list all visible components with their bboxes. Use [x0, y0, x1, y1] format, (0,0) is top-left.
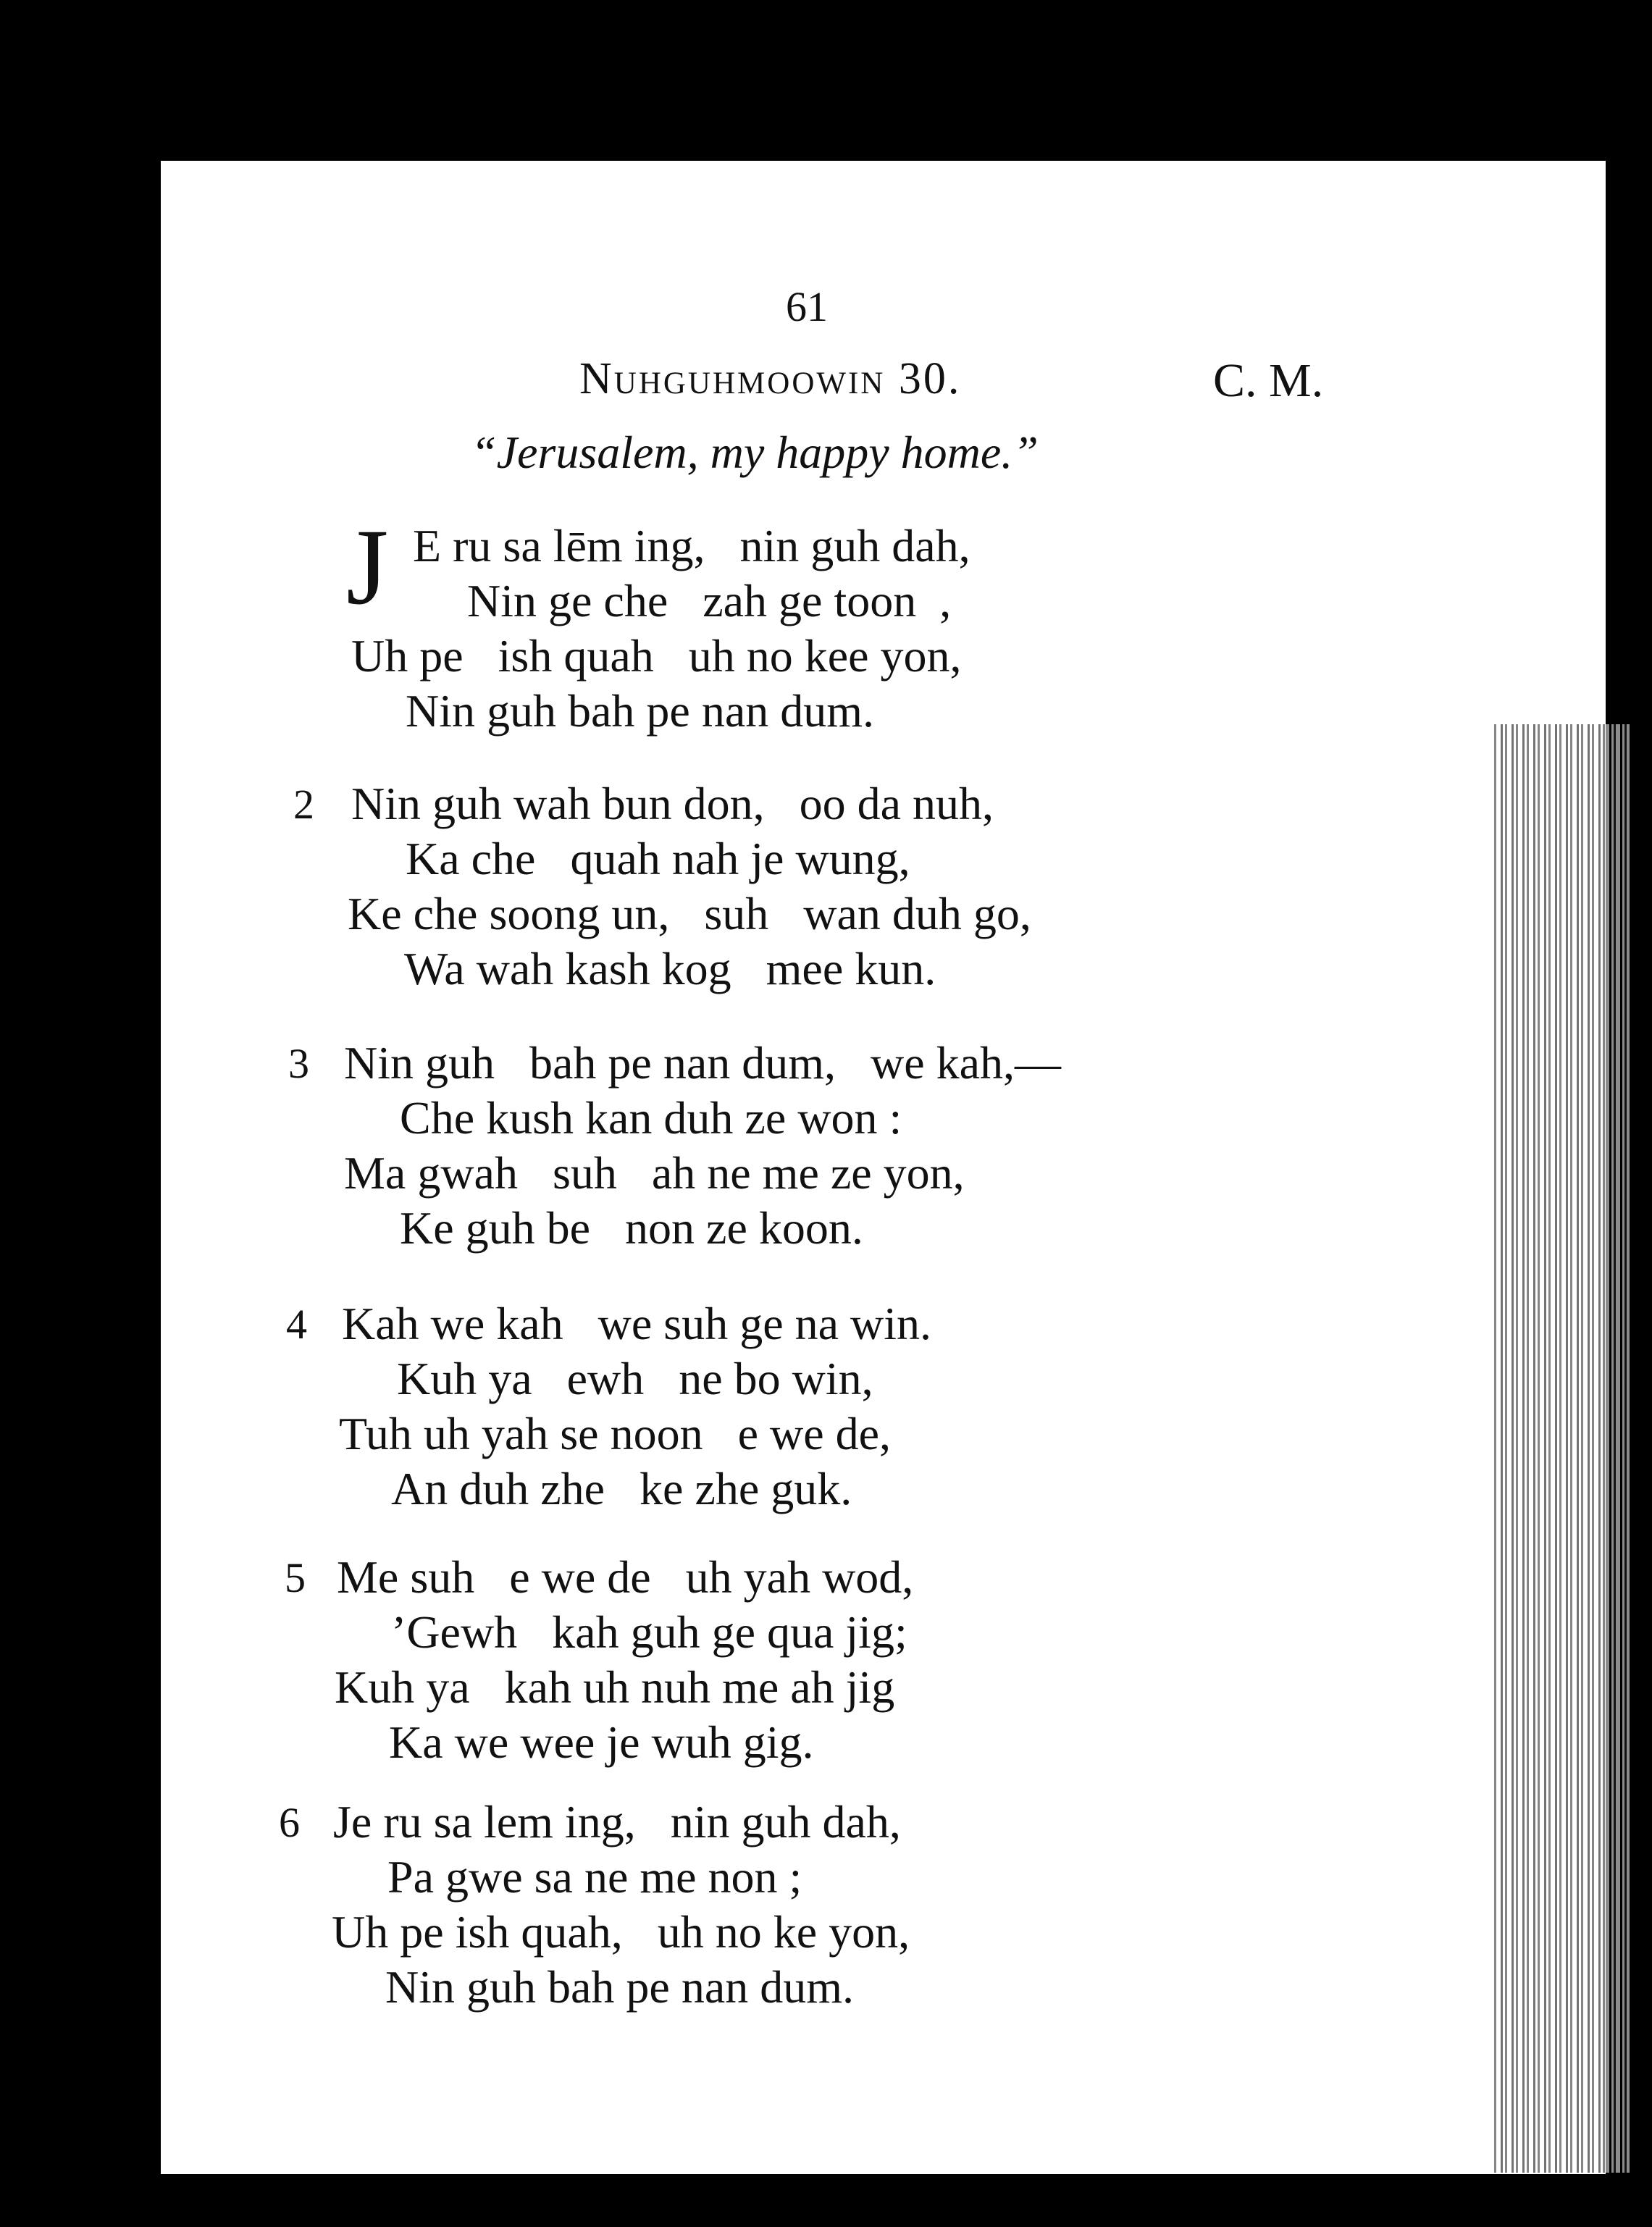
- verse-3-line-3: Ma gwah suh ah ne me ze yon,: [344, 1147, 965, 1199]
- verse-3-line-4: Ke guh be non ze koon.: [400, 1202, 863, 1254]
- verse-5-line-4: Ka we wee je wuh gig.: [389, 1716, 814, 1768]
- verse-1-line-4: Nin guh bah pe nan dum.: [406, 685, 874, 737]
- verse-2-line-4: Wa wah kash kog mee kun.: [404, 943, 936, 994]
- verse-2-line-2: Ka che quah nah je wung,: [406, 833, 910, 884]
- verse-3-number: 3: [288, 1040, 309, 1087]
- verse-1-line-2: Nin ge che zah ge toon ,: [467, 575, 952, 626]
- verse-5-line-2: ’Gewh kah guh ge qua jig;: [391, 1606, 907, 1658]
- hymn-title: Nuhguhmoowin 30.: [579, 354, 962, 403]
- hymn-meter: C. M.: [1213, 354, 1324, 407]
- verse-4-line-3: Tuh uh yah se noon e we de,: [339, 1408, 891, 1459]
- verse-2-line-3: Ke che soong un, suh wan duh go,: [348, 888, 1031, 939]
- verse-4-line-1: Kah we kah we suh ge na win.: [342, 1298, 931, 1349]
- verse-4-line-2: Kuh ya ewh ne bo win,: [397, 1353, 873, 1404]
- verse-5-line-1: Me suh e we de uh yah wod,: [337, 1551, 914, 1603]
- hymn-subtitle: “Jerusalem, my happy home.”: [471, 427, 1039, 478]
- page-edges: [1492, 724, 1630, 2173]
- verse-1-line-1: E ru sa lēm ing, nin guh dah,: [413, 520, 970, 571]
- verse-2-number: 2: [293, 781, 314, 828]
- verse-6-line-1: Je ru sa lem ing, nin guh dah,: [333, 1796, 901, 1848]
- verse-6-line-3: Uh pe ish quah, uh no ke yon,: [332, 1906, 910, 1958]
- verse-3-line-2: Che kush kan duh ze won :: [400, 1092, 902, 1144]
- verse-4-line-4: An duh zhe ke zhe guk.: [391, 1463, 852, 1514]
- verse-4-number: 4: [286, 1301, 307, 1348]
- verse-5-line-3: Kuh ya kah uh nuh me ah jig: [335, 1661, 895, 1713]
- verse-6-number: 6: [279, 1799, 300, 1846]
- verse-6-line-4: Nin guh bah pe nan dum.: [385, 1961, 854, 2013]
- drop-cap: J: [346, 507, 389, 627]
- verse-6-line-2: Pa gwe sa ne me non ;: [387, 1851, 802, 1903]
- verse-5-number: 5: [285, 1554, 306, 1601]
- page-number: 61: [786, 283, 828, 330]
- verse-3-line-1: Nin guh bah pe nan dum, we kah,—: [344, 1037, 1062, 1089]
- verse-1-line-3: Uh pe ish quah uh no kee yon,: [351, 630, 962, 681]
- verse-2-line-1: Nin guh wah bun don, oo da nuh,: [351, 778, 994, 829]
